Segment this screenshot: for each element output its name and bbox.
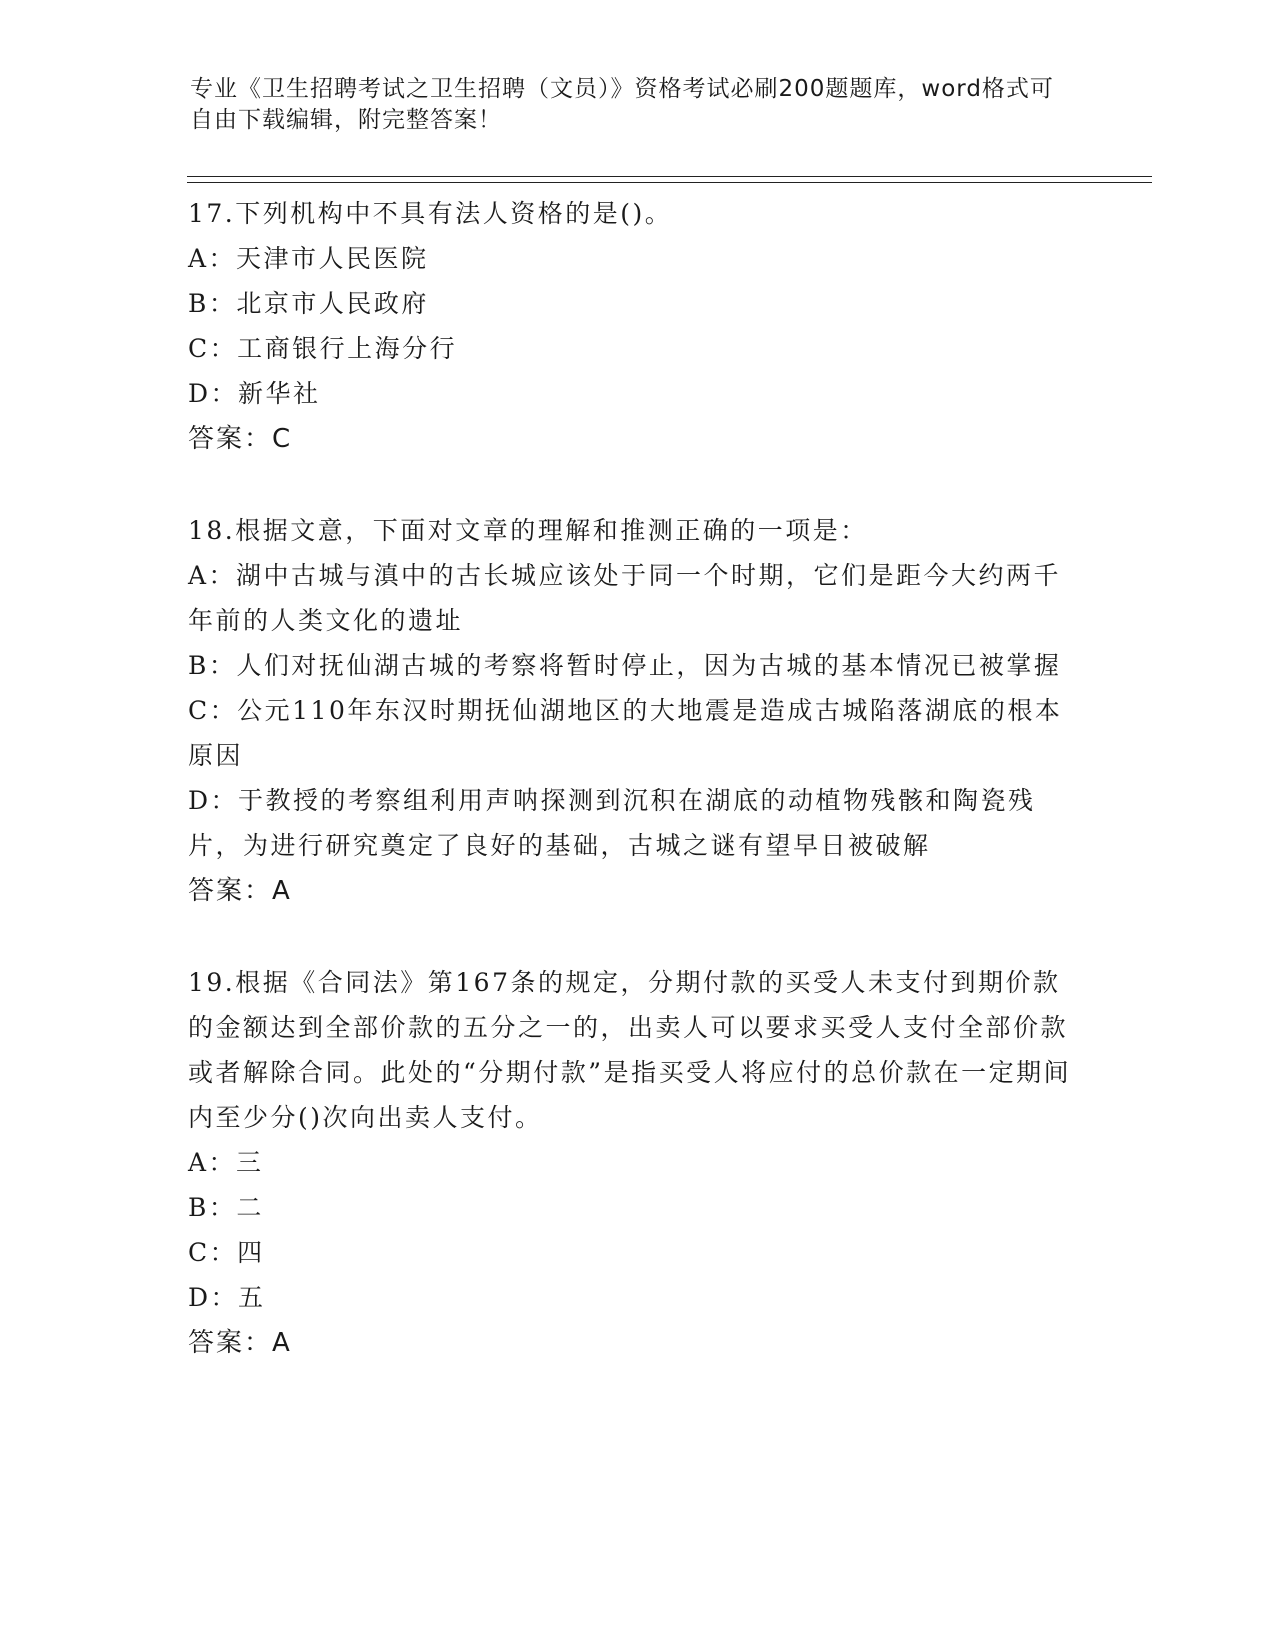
- answer-line: 答案：A: [188, 1328, 292, 1358]
- question-stem: 17.下列机构中不具有法人资格的是()。: [188, 199, 673, 228]
- option-d: D：五: [188, 1283, 266, 1312]
- answer-line: 答案：A: [188, 876, 292, 906]
- option-a: A：天津市人民医院: [188, 244, 429, 273]
- question-17: [188, 191, 1073, 462]
- option-d: D：于教授的考察组利用声呐探测到沉积在湖底的动植物残骸和陶瓷残片，为进行研究奠定了良好的基础，古城之谜有望早日被破解: [188, 786, 1036, 860]
- document-header: 专业《卫生招聘考试之卫生招聘（文员）》资格考试必刷200题题库，word格式可自由下载编辑，附完整答案！: [190, 76, 1054, 133]
- question-stem: 19.根据《合同法》第167条的规定，分期付款的买受人未支付到期价款的金额达到全部价款的五分之一的，出卖人可以要求买受人支付全部价款或者解除合同。此处的“分期付款”是指买受人将应付的总价款在一定期间内至少分()次向出卖人支付。: [188, 968, 1072, 1132]
- question-stem: 18.根据文意，下面对文章的理解和推测正确的一项是：: [188, 516, 868, 545]
- option-a: A：湖中古城与滇中的古长城应该处于同一个时期，它们是距今大约两千年前的人类文化的遗址: [188, 561, 1062, 635]
- question-18: [188, 508, 1073, 914]
- option-a: A：三: [188, 1148, 264, 1177]
- answer-line: 答案：C: [188, 424, 293, 454]
- question-19: [188, 960, 1073, 1366]
- option-d: D：新华社: [188, 379, 321, 408]
- option-b: B：北京市人民政府: [188, 289, 429, 318]
- option-b: B：人们对抚仙湖古城的考察将暂时停止，因为古城的基本情况已被掌握: [188, 651, 1062, 680]
- option-b: B：二: [188, 1193, 264, 1222]
- option-c: C：工商银行上海分行: [188, 334, 458, 363]
- question-list: [188, 191, 1073, 1366]
- header-divider-top: [187, 176, 1152, 177]
- header-divider-bottom: [187, 182, 1152, 183]
- option-c: C：四: [188, 1238, 265, 1267]
- option-c: C：公元110年东汉时期抚仙湖地区的大地震是造成古城陷落湖底的根本原因: [188, 696, 1063, 770]
